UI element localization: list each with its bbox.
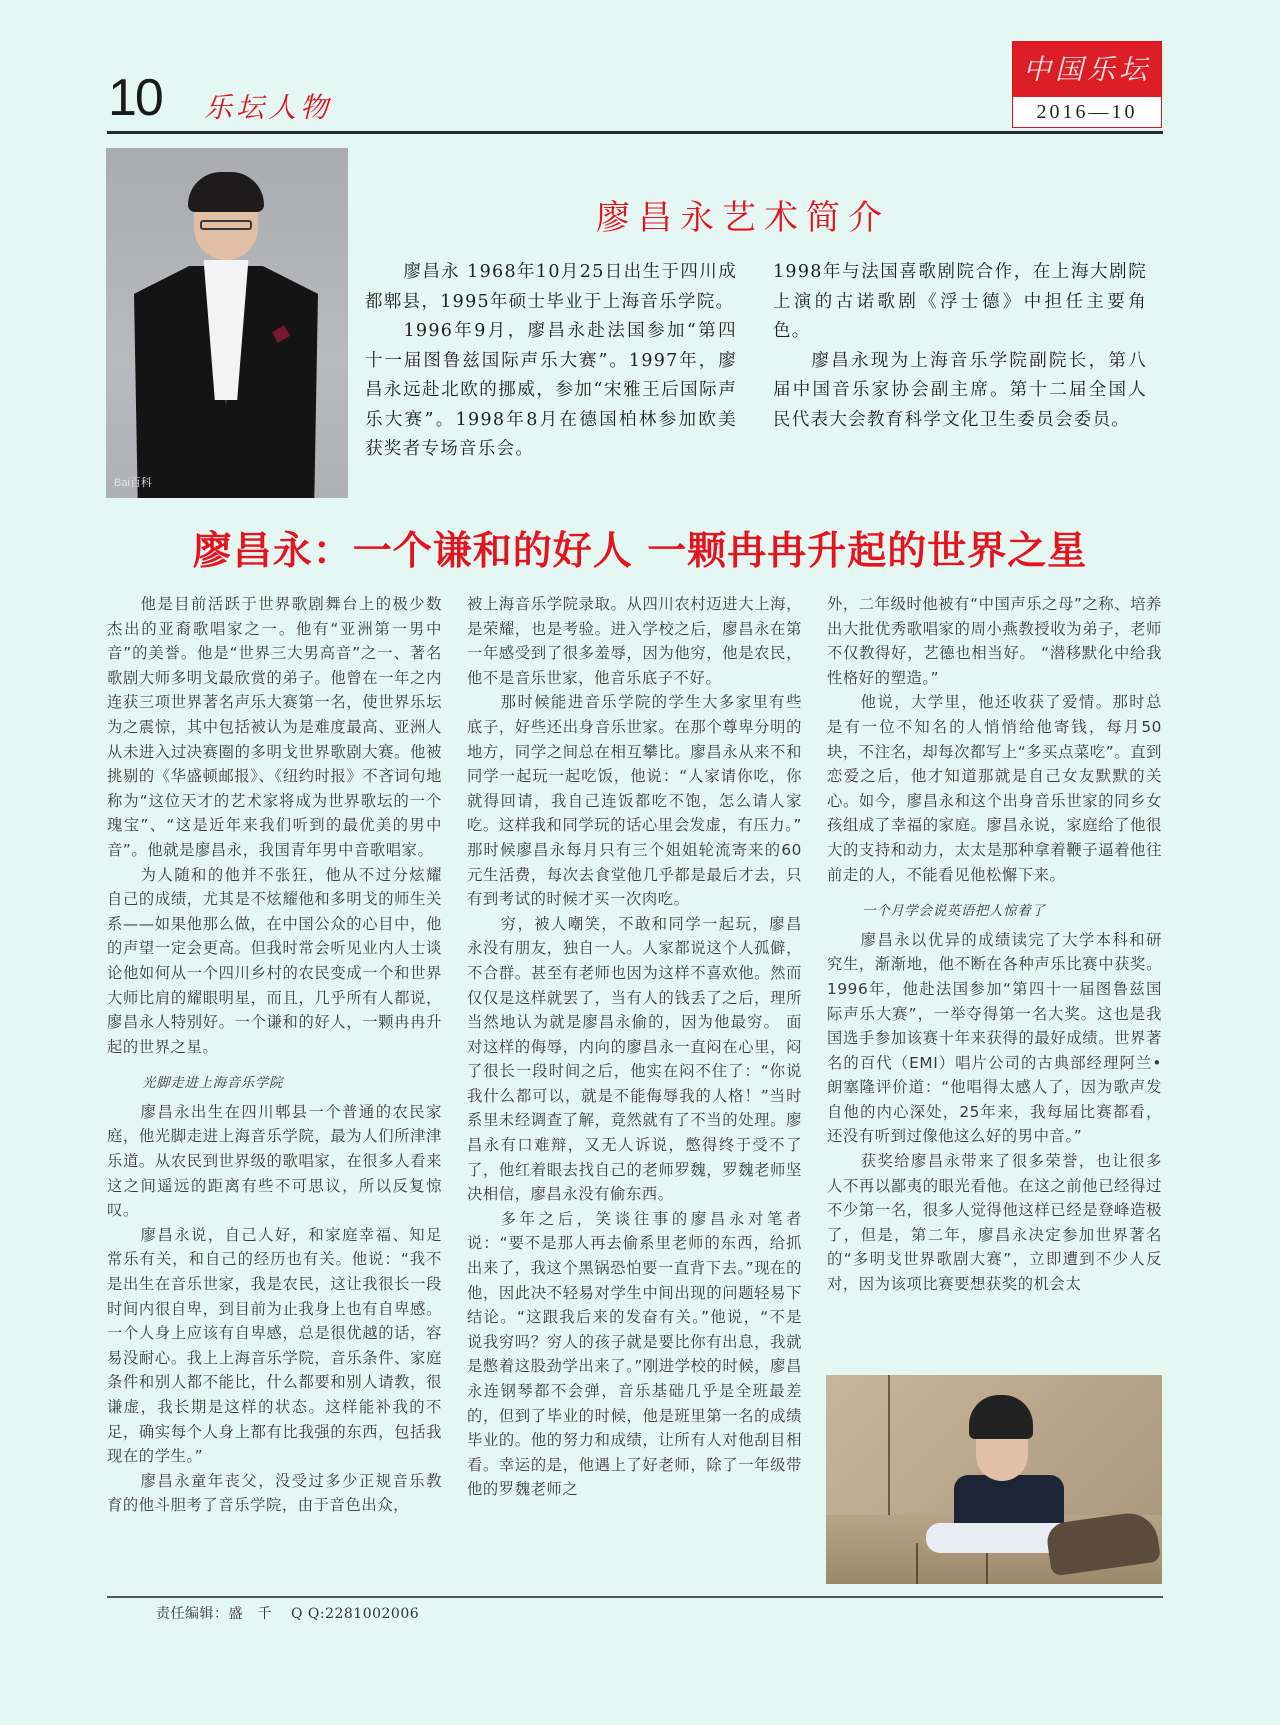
article-paragraph: 廖昌永出生在四川郫县一个普通的农民家庭，他光脚走进上海音乐学院，最为人们所津津乐道。从农民到世界级的歌唱家，在很多人看来这之间遥远的距离有些不可思议，所以反复惊叹。 bbox=[107, 1102, 442, 1220]
article-column-2 bbox=[467, 592, 802, 1502]
bio-paragraph: 廖昌永现为上海音乐学院副院长，第八届中国音乐家协会副主席。第十二届全国人民代表大会教育科学文化卫生委员会委员。 bbox=[773, 350, 1147, 430]
article-column-3 bbox=[827, 592, 1162, 1297]
editor-credit: 责任编辑：盛 千 bbox=[156, 1606, 272, 1622]
bio-column-left bbox=[365, 258, 737, 465]
masthead-title: 中国乐坛 bbox=[1013, 42, 1161, 97]
article-headline: 廖昌永：一个谦和的好人 一颗冉冉升起的世界之星 bbox=[192, 528, 1088, 574]
bio-paragraph: 1996年9月，廖昌永赴法国参加“第四十一届图鲁兹国际声乐大赛”。1997年，廖昌永远赴北欧的挪威，参加“宋雅王后国际声乐大赛”。1998年8月在德国柏林参加欧美获奖者专场音乐会。 bbox=[365, 321, 737, 459]
bio-paragraph: 廖昌永 1968年10月25日出生于四川成都郫县，1995年硕士毕业于上海音乐学院。 bbox=[365, 262, 737, 312]
page-number: 10 bbox=[108, 69, 162, 127]
footer-credits bbox=[156, 1603, 433, 1623]
stone-wall-photo bbox=[826, 1375, 1162, 1584]
section-title: 乐坛人物 bbox=[204, 91, 333, 124]
photo-hair bbox=[969, 1395, 1033, 1439]
article-subheading: 光脚走进上海音乐学院 bbox=[142, 1075, 284, 1092]
article-paragraph: 穷，被人嘲笑，不敢和同学一起玩，廖昌永没有朋友，独自一人。人家都说这个人孤僻，不合群。甚至有老师也因为这样不喜欢他。然而仅仅是这样就罢了，当有人的钱丢了之后，理所当然地认为就是廖昌永偷的，因为他最穷。 面对这样的侮辱，内向的廖昌永一直闷在心里，闷了很长一段时间之后，他实在闷不住了：“你说我什么都可以，就是不能侮辱我的人格！”当时系里未经调查了解，竟然就有了不当的处理。廖昌永有口难辩，又无人诉说，憋得终于受不了了，他红着眼去找自己的老师罗魏，罗魏老师坚决相信，廖昌永没有偷东西。 bbox=[467, 914, 802, 1204]
article-paragraph: 那时候能进音乐学院的学生大多家里有些底子，好些还出身音乐世家。在那个尊卑分明的地方，同学之间总在相互攀比。廖昌永从来不和同学一起玩一起吃饭，他说：“人家请你吃，你就得回请，我自己连饭都吃不饱，怎么请人家吃。这样我和同学玩的话心里会发虚，有压力。” 那时候廖昌永每月只有三个姐姐轮流寄来的60元生活费，每次去食堂他几乎都是最后才去，只有到考试的时候才买一次肉吃。 bbox=[467, 693, 802, 909]
article-paragraph: 廖昌永说，自己人好，和家庭幸福、知足常乐有关，和自己的经历也有关。他说：“我不是出生在音乐世家，我是农民，这让我很长一段时间内很自卑，到目前为止我身上也有自卑感。一个人身上应该有自卑感，总是很优越的话，容易没耐心。我上上海音乐学院，音乐条件、家庭条件和别人都不能比，什么都要和别人请教，很谦虚，我长期是这样的状态。这样能补我的不足，确实每个人身上都有比我强的东西，包括我现在的学生。” bbox=[107, 1225, 442, 1466]
article-column-1 bbox=[107, 592, 442, 1518]
article-paragraph: 廖昌永以优异的成绩读完了大学本科和研究生，渐渐地，他不断在各种声乐比赛中获奖。1996年，他赴法国参加“第四十一届图鲁兹国际声乐大赛”，一举夺得第一名大奖。这也是我国选手参加该赛十年来获得的最好成绩。世界著名的百代（EMI）唱片公司的古典部经理阿兰•朗塞隆评价道：“他唱得太感人了，因为歌声发自他的内心深处，25年来，我每届比赛都看，还没有听到过像他这么好的男中音。” bbox=[827, 930, 1162, 1146]
article-paragraph: 多年之后，笑谈往事的廖昌永对笔者说：“要不是那人再去偷系里老师的东西，给抓出来了，我这个黑锅恐怕要一直背下去。”现在的他，因此决不轻易对学生中间出现的问题轻易下结论。“这跟我后来的发奋有关。”他说，“不是说我穷吗？穷人的孩子就是要比你有出息，我就是憋着这股劲学出来了。”刚进学校的时候，廖昌永连钢琴都不会弹，音乐基础几乎是全班最差的，但到了毕业的时候，他是班里第一名的成绩毕业的。他的努力和成绩，让所有人对他刮目相看。幸运的是，他遇上了好老师，除了一年级带他的罗魏老师之 bbox=[467, 1209, 802, 1499]
photo-watermark: Bai百科 bbox=[114, 477, 152, 489]
footer-divider bbox=[107, 1596, 1163, 1598]
bio-title: 廖昌永艺术简介 bbox=[596, 198, 890, 238]
photo-wall-crack bbox=[888, 1375, 890, 1515]
article-subheading: 一个月学会说英语把人惊着了 bbox=[862, 903, 1046, 920]
article-paragraph: 外，二年级时他被有“中国声乐之母”之称、培养出大批优秀歌唱家的周小燕教授收为弟子，老师不仅教得好，艺德也相当好。 “潜移默化中给我性格好的塑造。” bbox=[827, 595, 1162, 687]
issue-date: 2016—10 bbox=[1036, 101, 1138, 123]
header-divider bbox=[107, 131, 1163, 134]
photo-hair bbox=[188, 172, 264, 212]
editor-qq: Q Q:2281002006 bbox=[290, 1606, 420, 1622]
article-paragraph: 获奖给廖昌永带来了很多荣誉，也让很多人不再以鄙夷的眼光看他。在这之前他已经得过不少第一名，很多人觉得他这样已经是登峰造极了，但是，第二年，廖昌永决定参加世界著名的“多明戈世界歌剧大赛”，立即遭到不少人反对，因为该项比赛要想获奖的机会太 bbox=[827, 1152, 1162, 1294]
bio-paragraph: 1998年与法国喜歌剧院合作，在上海大剧院上演的古诺歌剧《浮士德》中担任主要角色。 bbox=[773, 262, 1147, 341]
article-paragraph: 他是目前活跃于世界歌剧舞台上的极少数杰出的亚裔歌唱家之一。他有“亚洲第一男中音”的美誉。他是“世界三大男高音”之一、著名歌剧大师多明戈最欣赏的弟子。他曾在一年之内连获三项世界著名声乐大赛第一名，使世界乐坛为之震惊，其中包括被认为是难度最高、亚洲人从未进入过决赛圈的多明戈世界歌剧大赛。他被挑剔的《华盛顿邮报》、《纽约时报》不吝词句地称为“这位天才的艺术家将成为世界歌坛的一个瑰宝”、“这是近年来我们听到的最优美的男中音”。他就是廖昌永，我国青年男中音歌唱家。 bbox=[107, 595, 442, 859]
article-paragraph: 为人随和的他并不张狂，他从不过分炫耀自己的成绩，尤其是不炫耀他和多明戈的师生关系——如果他那么做，在中国公众的心目中，他的声望一定会更高。但我时常会听见业内人士谈论他如何从一个四川乡村的农民变成一个和世界大师比肩的耀眼明星，而且，几乎所有人都说，廖昌永人特别好。一个谦和的好人，一颗冉冉升起的世界之星。 bbox=[107, 865, 442, 1056]
portrait-photo bbox=[106, 148, 348, 498]
article-paragraph: 他说，大学里，他还收获了爱情。那时总是有一位不知名的人悄悄给他寄钱，每月50块，不注名，却每次都写上“多买点菜吃”。直到恋爱之后，他才知道那就是自己女友默默的关心。如今，廖昌永和这个出身音乐世家的同乡女孩组成了幸福的家庭。廖昌永说，家庭给了他很大的支持和动力，太太是那种拿着鞭子逼着他往前走的人，不能看见他松懈下来。 bbox=[827, 693, 1162, 884]
photo-glasses bbox=[200, 220, 252, 230]
photo-ledge-seam bbox=[916, 1543, 918, 1584]
masthead-logo bbox=[1012, 41, 1162, 128]
article-paragraph: 被上海音乐学院录取。从四川农村迈进大上海，是荣耀，也是考验。进入学校之后，廖昌永在第一年感受到了很多羞辱，因为他穷，他是农民，他不是音乐世家，他音乐底子不好。 bbox=[467, 595, 802, 687]
article-paragraph: 廖昌永童年丧父，没受过多少正规音乐教育的他斗胆考了音乐学院，由于音色出众， bbox=[107, 1471, 442, 1515]
bio-column-right bbox=[773, 258, 1147, 435]
